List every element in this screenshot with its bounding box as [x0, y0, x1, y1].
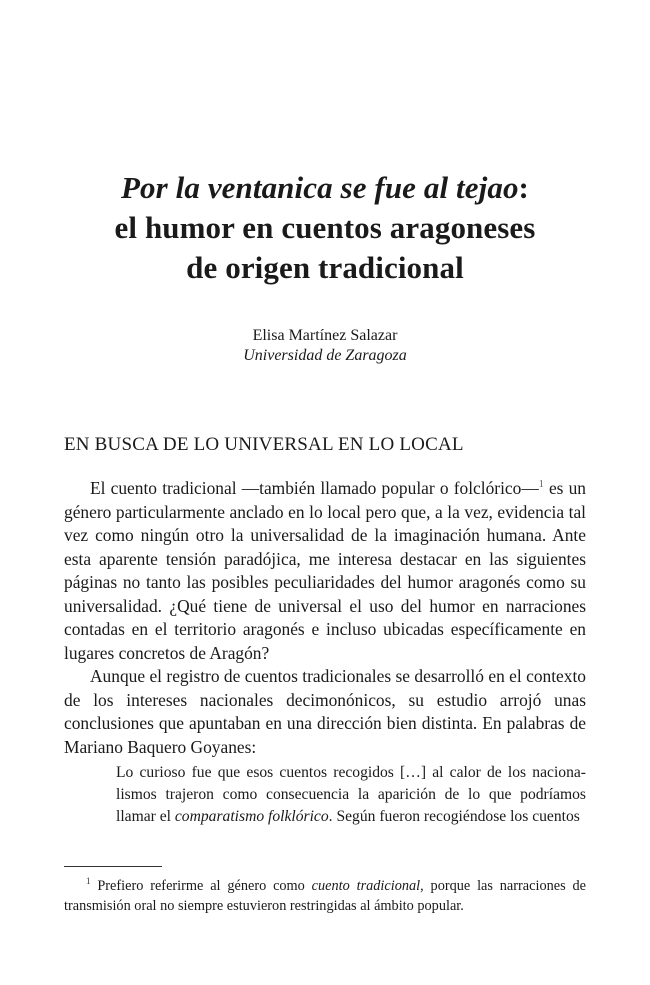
footnote-start: Prefiero referirme al género como [90, 878, 312, 894]
footnote-divider [64, 866, 162, 867]
quote-italic: comparatismo folklórico [174, 808, 329, 825]
title-line-1 [0, 168, 650, 208]
quote-part-2: . Según fueron recogiéndose los cuentos [328, 808, 580, 825]
title-italic: Por la ventanica se fue al tejao [121, 170, 519, 205]
article-title [0, 168, 650, 288]
paragraph-1-rest: es un género particularmente anclado en lo local pero que, a la vez, evidencia tal vez como ningún otro la universalidad de la imaginación humana. Ante esta aparente tensión paradójica, me interesa destacar en las siguientes páginas no tanto las posibles peculiaridades del humor aragonés como su universalidad. ¿Qué tiene de universal el uso del humor en narraciones contadas en el territorio aragonés e incluso ubicadas específicamente en lugares concretos de Aragón? [64, 478, 587, 663]
quote-part-1: Lo curioso fue que esos cuentos recogidos […] al calor de los nacionalismos trajeron como consecuencia la aparición de lo que podríamos llamar el [116, 764, 586, 825]
body-text [64, 477, 586, 759]
title-line-2: el humor en cuentos aragoneses [114, 210, 536, 245]
footnote-end: , porque las narraciones de transmisión oral no siempre estuvieron restringidas al ámbito popular. [64, 878, 586, 914]
footnote-italic: cuento tradicional [311, 878, 421, 894]
author-affiliation: Universidad de Zaragoza [243, 347, 407, 364]
title-line-3: de origen tradicional [186, 250, 464, 285]
author-block [0, 326, 650, 366]
section-heading: EN BUSCA DE LO UNIVERSAL EN LO LOCAL [64, 434, 464, 455]
paragraph-1 [64, 477, 586, 665]
footnote [64, 876, 586, 916]
paragraph-1-start: El cuento tradicional —también llamado popular o folclórico— [90, 478, 539, 498]
footnote-number: 1 [86, 876, 91, 887]
paragraph-2: Aunque el registro de cuentos tradicionales se desarrolló en el contexto de los intereses nacionales decimonónicos, su estudio arrojó unas conclusiones que apuntaban en una dirección bien distinta. En palabras de Mariano Baquero Goyanes: [64, 666, 586, 757]
block-quote [116, 762, 586, 828]
author-name: Elisa Martínez Salazar [252, 327, 398, 344]
footnote-reference: 1 [538, 479, 544, 491]
title-colon: : [518, 170, 529, 205]
footnote-text [64, 876, 586, 916]
